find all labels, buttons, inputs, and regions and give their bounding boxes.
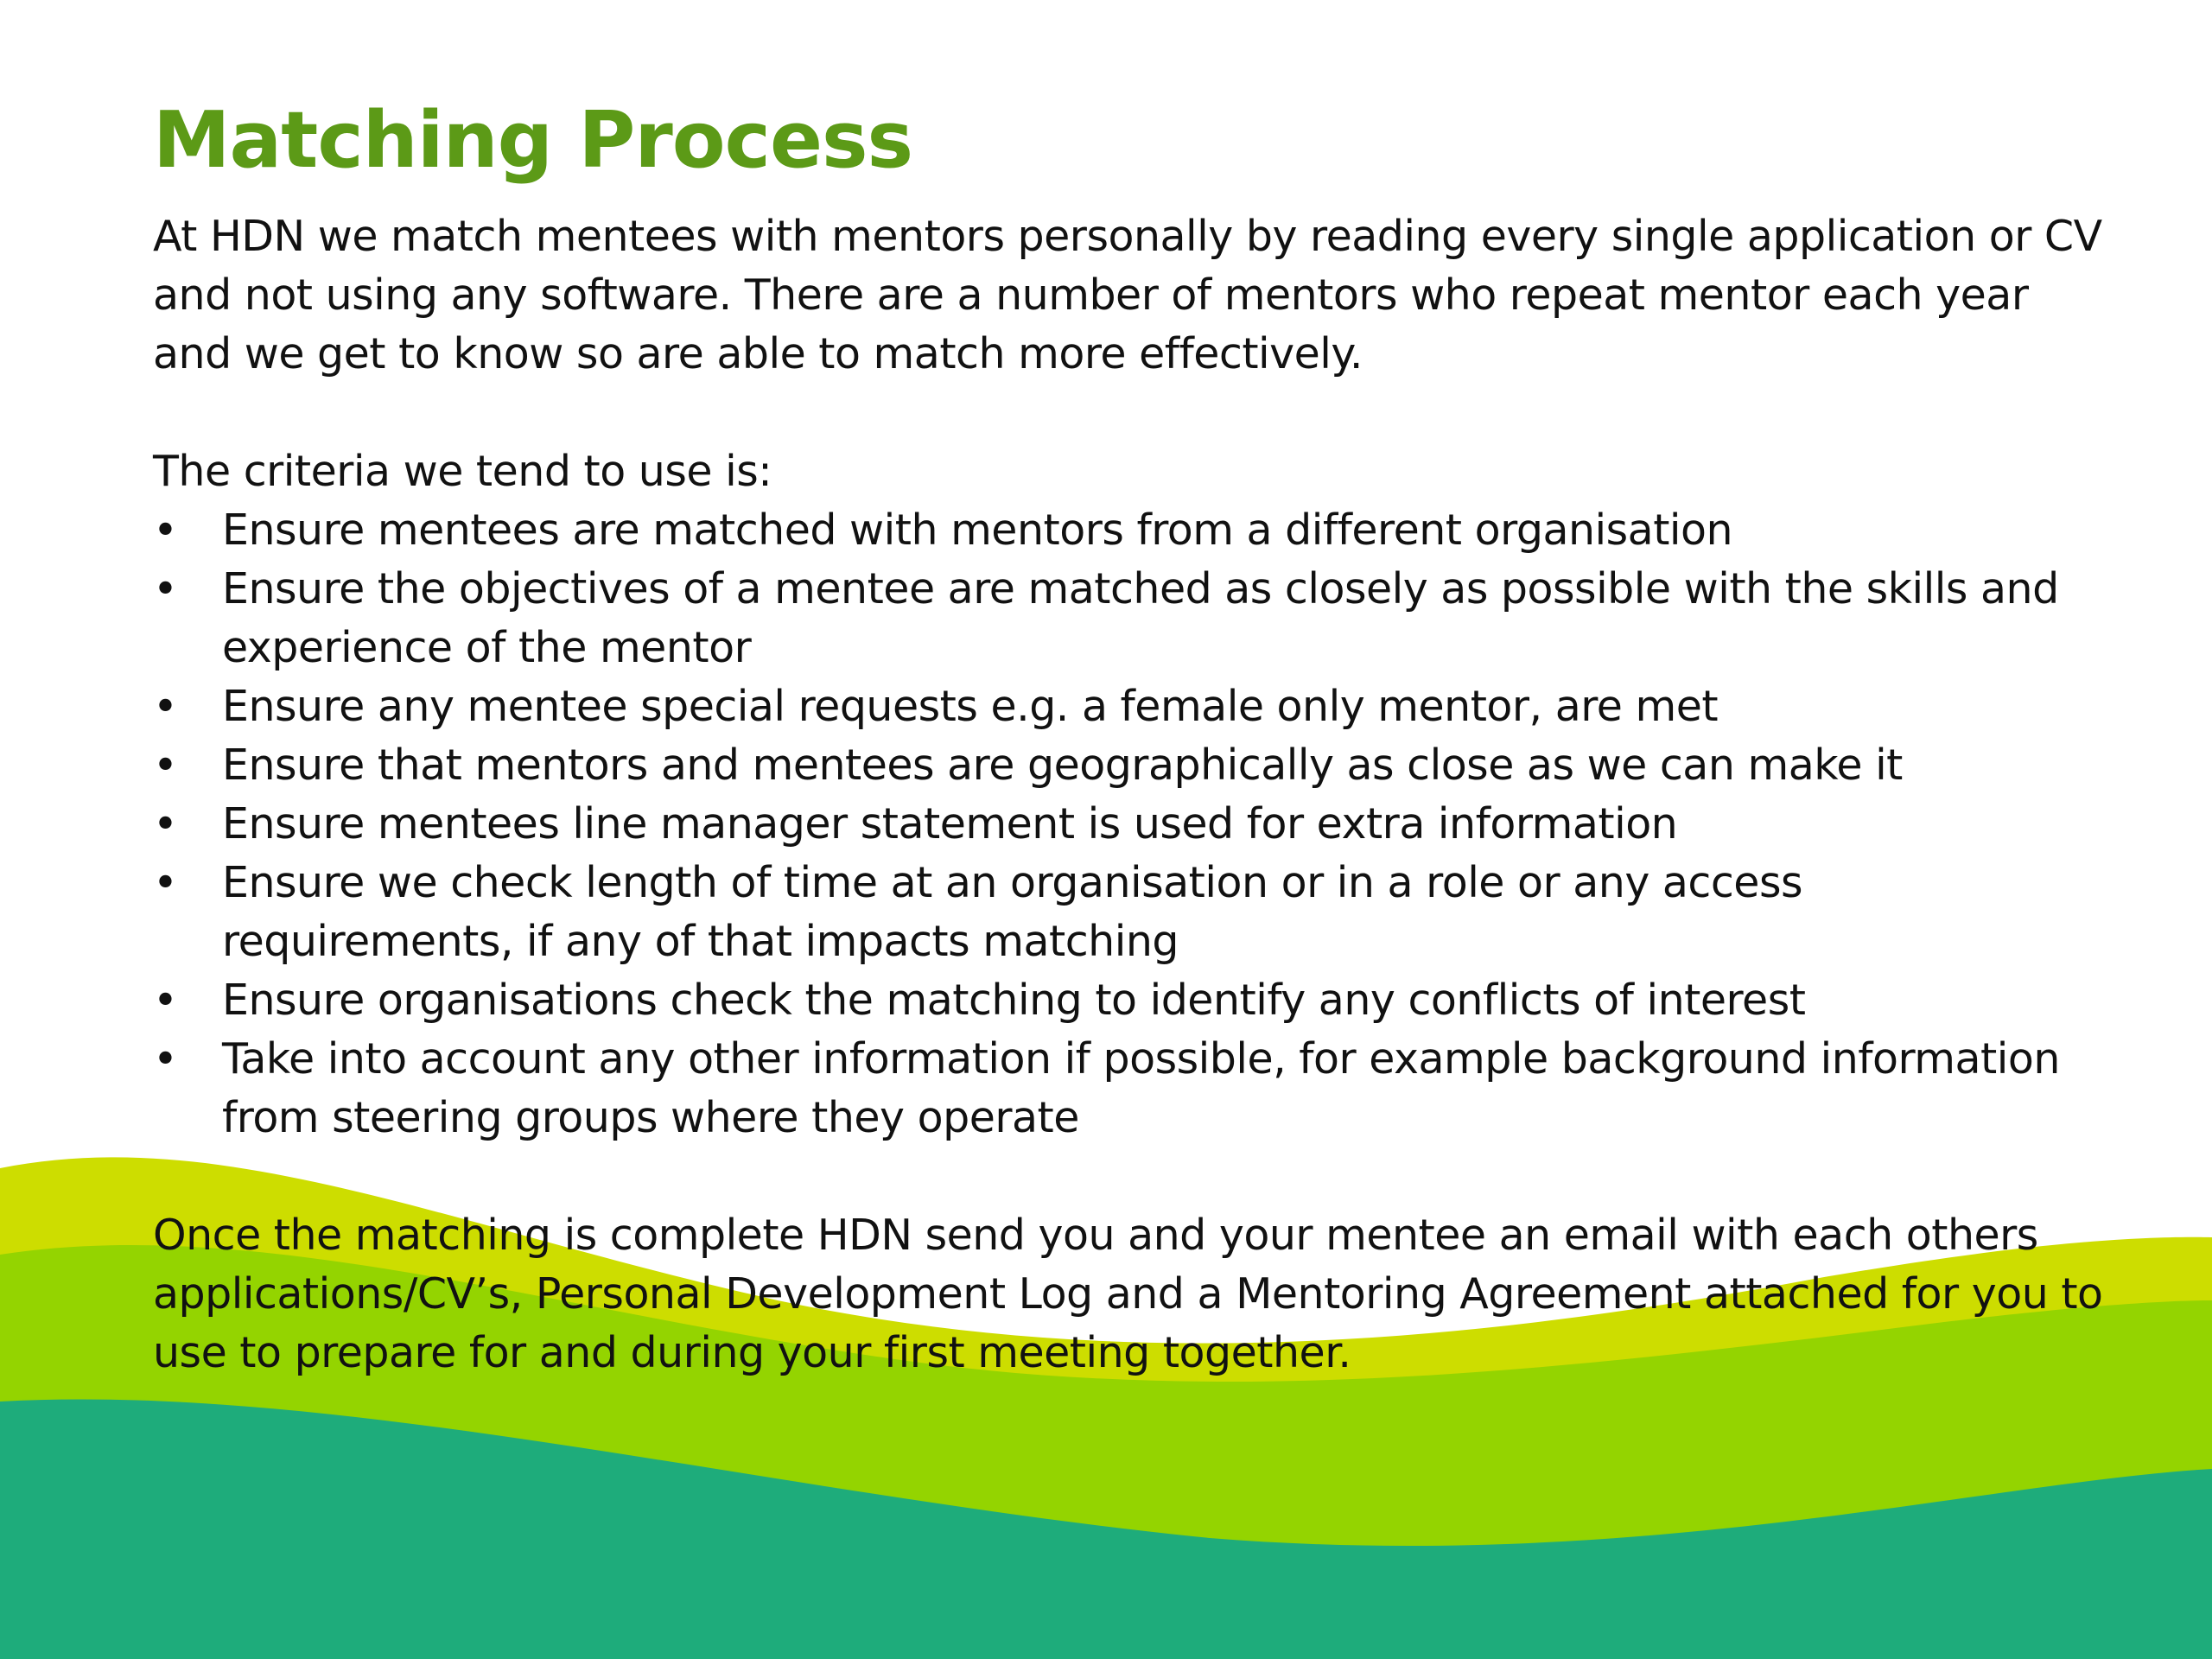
- slide-title: Matching Process: [153, 95, 913, 186]
- criteria-item: [153, 736, 2106, 795]
- bullet-icon: •: [153, 1034, 178, 1084]
- bullet-icon: •: [153, 741, 178, 790]
- slide-content: [153, 93, 2106, 1382]
- criteria-item: [153, 677, 2106, 736]
- bullet-icon: •: [153, 976, 178, 1025]
- bullet-icon: •: [153, 799, 178, 849]
- criteria-text: Ensure that mentors and mentees are geographically as close as we can make it: [222, 741, 1903, 790]
- criteria-text: Ensure mentees line manager statement is used for extra information: [222, 799, 1678, 849]
- criteria-item: [153, 501, 2106, 560]
- criteria-list: [153, 501, 2106, 1147]
- criteria-text: Take into account any other information if possible, for example background information from steering groups where they operate: [222, 1034, 2060, 1142]
- closing-paragraph: Once the matching is complete HDN send you and your mentee an email with each others applications/CV’s, Personal Development Log and a Mentoring Agreement attached for you to use to prepare for and during your first meeting together.: [153, 1211, 2103, 1377]
- criteria-item: [153, 1030, 2106, 1147]
- criteria-item: [153, 560, 2106, 677]
- bullet-icon: •: [153, 858, 178, 907]
- criteria-text: Ensure organisations check the matching to identify any conflicts of interest: [222, 976, 1806, 1025]
- criteria-text: Ensure we check length of time at an organisation or in a role or any access requirements, if any of that impacts matching: [222, 858, 1803, 966]
- criteria-intro: The criteria we tend to use is:: [153, 447, 772, 496]
- criteria-text: Ensure any mentee special requests e.g. a female only mentor, are met: [222, 682, 1719, 731]
- bullet-icon: •: [153, 505, 178, 555]
- bullet-icon: •: [153, 682, 178, 731]
- intro-paragraph: At HDN we match mentees with mentors personally by reading every single application or CV and not using any software. There are a number of mentors who repeat mentor each year and we get to know so are able to match more effectively.: [153, 212, 2102, 378]
- criteria-text: Ensure the objectives of a mentee are matched as closely as possible with the skills and experience of the mentor: [222, 564, 2059, 672]
- criteria-text: Ensure mentees are matched with mentors from a different organisation: [222, 505, 1733, 555]
- criteria-item: [153, 971, 2106, 1030]
- bullet-icon: •: [153, 564, 178, 613]
- criteria-item: [153, 795, 2106, 854]
- criteria-item: [153, 854, 2106, 971]
